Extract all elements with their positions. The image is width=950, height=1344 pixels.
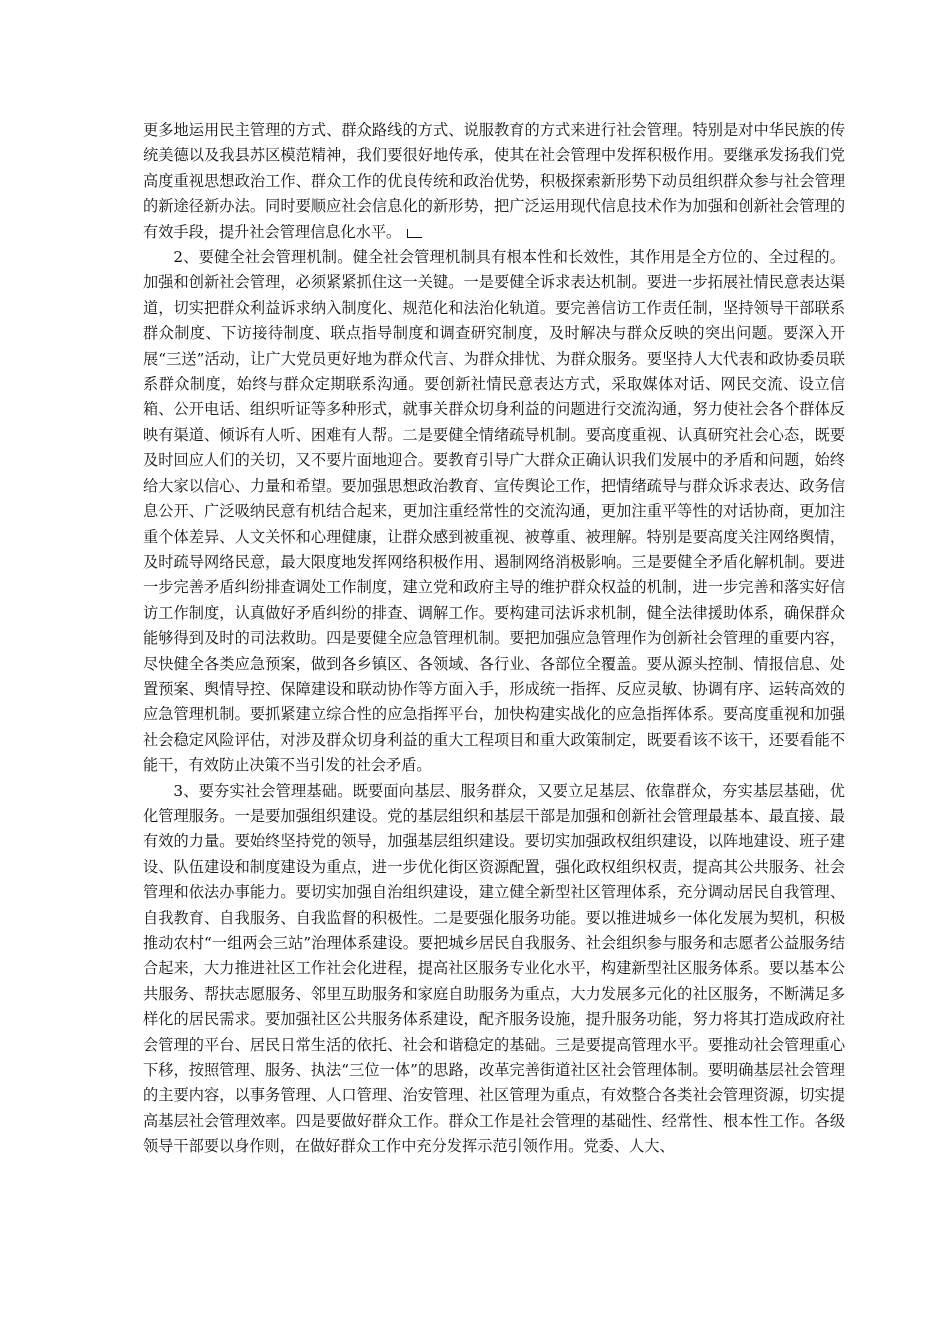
paragraph-mark-icon [407, 229, 421, 238]
paragraph-continuation [143, 118, 845, 245]
paragraph-text: 2、要健全社会管理机制。健全社会管理机制具有根本性和长效性，其作用是全方位的、全过程的。加强和创新社会管理，必须紧紧抓住这一关键。一是要健全诉求表达机制。要进一步拓展社情民意表达渠道，切实把群众利益诉求纳入制度化、规范化和法治化轨道。要完善信访工作责任制，坚持领导干部联系群众制度、下访接待制度、联点指导制度和调查研究制度，及时解决与群众反映的突出问题。要深入开展“三送”活动，让广大党员更好地为群众代言、为群众排忧、为群众服务。要坚持人大代表和政协委员联系群众制度，始终与群众定期联系沟通。要创新社情民意表达方式，采取媒体对话、网民交流、设立信箱、公开电话、组织听证等多种形式，就事关群众切身利益的问题进行交流沟通，努力使社会各个群体反映有渠道、倾诉有人听、困难有人帮。二是要健全情绪疏导机制。要高度重视、认真研究社会心态，既要及时回应人们的关切，又不要片面地迎合。要教育引导广大群众正确认识我们发展中的矛盾和问题，始终给大家以信心、力量和希望。要加强思想政治教育、宣传舆论工作，把情绪疏导与群众诉求表达、政务信息公开、广泛吸纳民意有机结合起来，更加注重经常性的交流沟通，更加注重平等性的对话协商，更加注重个体差异、人文关怀和心理健康，让群众感到被重视、被尊重、被理解。特别是要高度关注网络舆情，及时疏导网络民意，最大限度地发挥网络积极作用、遏制网络消极影响。三是要健全矛盾化解机制。要进一步完善矛盾纠纷排查调处工作制度，建立党和政府主导的维护群众权益的机制，进一步完善和落实好信访工作制度，认真做好矛盾纠纷的排查、调解工作。要构建司法诉求机制，健全法律援助体系，确保群众能够得到及时的司法救助。四是要健全应急管理机制。要把加强应急管理作为创新社会管理的重要内容，尽快健全各类应急预案，做到各乡镇区、各领域、各行业、各部位全覆盖。要从源头控制、情报信息、处置预案、舆情导控、保障建设和联动协作等方面入手，形成统一指挥、反应灵敏、协调有序、运转高效的应急管理机制。要抓紧建立综合性的应急指挥平台，加快构建实战化的应急指挥体系。要高度重视和加强社会稳定风险评估，对涉及群众切身利益的重大工程项目和重大政策制定，既要看该不该干，还要看能不能干，有效防止决策不当引发的社会矛盾。 [143, 248, 845, 775]
paragraph-text: 更多地运用民主管理的方式、群众路线的方式、说服教育的方式来进行社会管理。特别是对中华民族的传统美德以及我县苏区模范精神，我们要很好地传承，使其在社会管理中发挥积极作用。要继承发扬我们党高度重视思想政治工作、群众工作的优良传统和政治优势，积极探索新形势下动员组织群众参与社会管理的新途径新办法。同时要顺应社会信息化的新形势，把广泛运用现代信息技术作为加强和创新社会管理的有效手段，提升社会管理信息化水平。 [143, 121, 845, 241]
document-body [143, 118, 845, 1160]
paragraph-section-3 [143, 779, 845, 1160]
paragraph-section-2 [143, 245, 845, 779]
paragraph-text: 3、要夯实社会管理基础。既要面向基层、服务群众，又要立足基层、依靠群众，夯实基层基础，优化管理服务。一是要加强组织建设。党的基层组织和基层干部是加强和创新社会管理最基本、最直接、最有效的力量。要始终坚持党的领导，加强基层组织建设。要切实加强政权组织建设，以阵地建设、班子建设、队伍建设和制度建设为重点，进一步优化街区资源配置，强化政权组织权责，提高其公共服务、社会管理和依法办事能力。要切实加强自治组织建设，建立健全新型社区管理体系，充分调动居民自我管理、自我教育、自我服务、自我监督的积极性。二是要强化服务功能。要以推进城乡一体化发展为契机，积极推动农村“一组两会三站”治理体系建设。要把城乡居民自我服务、社会组织参与服务和志愿者公益服务结合起来，大力推进社区工作社会化进程，提高社区服务专业化水平，构建新型社区服务体系。要以基本公共服务、帮扶志愿服务、邻里互助服务和家庭自助服务为重点，大力发展多元化的社区服务，不断满足多样化的居民需求。要加强社区公共服务体系建设，配齐服务设施，提升服务功能，努力将其打造成政府社会管理的平台、居民日常生活的依托、社会和谐稳定的基础。三是要提高管理水平。要推动社会管理重心下移，按照管理、服务、执法“三位一体”的思路，改革完善街道社区社会管理体制。要明确基层社会管理的主要内容，以事务管理、人口管理、治安管理、社区管理为重点，有效整合各类社会管理资源，切实提高基层社会管理效率。四是要做好群众工作。群众工作是社会管理的基础性、经常性、根本性工作。各级领导干部要以身作则，在做好群众工作中充分发挥示范引领作用。党委、人大、 [143, 781, 845, 1156]
